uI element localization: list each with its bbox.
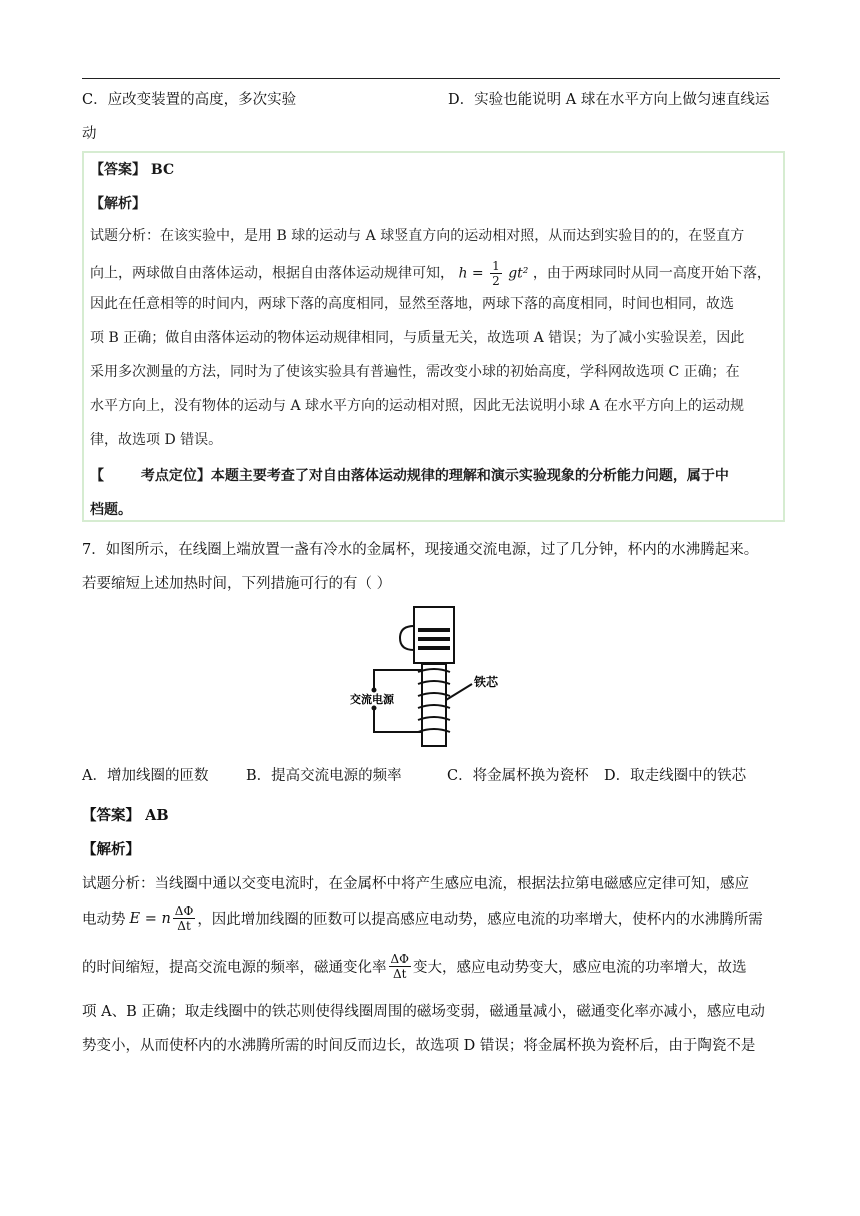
q7-option-a: A．增加线圈的匝数 xyxy=(82,768,209,784)
analysis-line-4: 项 B 正确；做自由落体运动的物体运动规律相同，与质量无关，故选项 A 错误；为了减小实验误差，因此 xyxy=(90,330,745,346)
kaodian-line xyxy=(90,465,729,485)
q7-analysis-line-3 xyxy=(82,952,747,981)
formula-lhs: h = xyxy=(458,265,484,282)
analysis-line-2 xyxy=(90,259,771,288)
analysis-label: 【解析】 xyxy=(90,196,146,212)
q7-analysis-line-4: 项 A、B 正确；取走线圈中的铁芯则使得线圈周围的磁场变弱，磁通量减小，磁通变化率亦减小，感应电动 xyxy=(82,1004,765,1020)
formula-rhs: gt² xyxy=(508,265,529,282)
analysis-line-7: 律，故选项 D 错误。 xyxy=(90,432,223,448)
q7-analysis-line-2-pre: 电动势 xyxy=(82,912,126,928)
answer-value: BC xyxy=(150,162,175,178)
metal-cup-icon xyxy=(414,607,454,663)
answer-label: 【答案】 xyxy=(90,162,146,178)
kaodian-text: 考点定位】本题主要考查了对自由落体运动规律的理解和演示实验现象的分析能力问题，属于中 xyxy=(140,468,729,484)
q7-analysis-line-2 xyxy=(82,904,763,933)
answer-explanation-box xyxy=(82,151,785,522)
q7-answer-line xyxy=(82,804,169,825)
analysis-line-2-tail: ，由于两球同时从同一高度开始下落， xyxy=(532,265,771,282)
header-rule xyxy=(82,78,780,79)
q7-analysis-line-2-post: ，因此增加线圈的匝数可以提高感应电动势，感应电流的功率增大，使杯内的水沸腾所需 xyxy=(197,912,763,928)
kaodian-bracket: 【 xyxy=(90,468,104,484)
q7-answer-label: 【答案】 xyxy=(82,807,140,824)
q7-analysis-line-3-post: 变大，感应电动势变大，感应电流的功率增大，故选 xyxy=(413,960,747,976)
q7-option-c: C．将金属杯换为瓷杯 xyxy=(447,768,589,784)
q7-answer-value: AB xyxy=(145,807,169,824)
prev-option-d-wrap: 动 xyxy=(82,126,97,142)
q7-stem-line-1: 7．如图所示，在线圈上端放置一盏有冷水的金属杯，现接通交流电源，过了几分钟，杯内的水沸腾起来。 xyxy=(82,542,759,558)
q7-option-d: D．取走线圈中的铁芯 xyxy=(604,768,747,784)
prev-option-d: D．实验也能说明 A 球在水平方向上做匀速直线运 xyxy=(448,92,770,108)
q7-formula-num: ΔΦ xyxy=(174,904,194,918)
q7-analysis-line-5: 势变小，从而使杯内的水沸腾所需的时间反而边长，故选项 D 错误；将金属杯换为瓷杯后，由于陶瓷不是 xyxy=(82,1038,756,1054)
q7-formula-lhs: E = n xyxy=(129,910,171,927)
kaodian-wrap: 档题。 xyxy=(90,502,132,518)
q7-formula-fraction xyxy=(173,904,196,933)
analysis-line-3: 因此在任意相等的时间内，两球下落的高度相同，显然至落地，两球下落的高度相同，时间也相同，故选 xyxy=(90,296,734,312)
q7-rate-fraction xyxy=(389,952,412,981)
q7-formula-den: Δt xyxy=(177,919,191,933)
label-ac-source: 交流电源 xyxy=(350,693,394,706)
induction-heating-figure xyxy=(340,604,510,749)
q7-stem-line-2: 若要缩短上述加热时间，下列措施可行的有（ ） xyxy=(82,576,392,592)
formula-num: 1 xyxy=(492,259,500,273)
q7-rate-num: ΔΦ xyxy=(390,952,410,966)
q7-rate-den: Δt xyxy=(393,967,407,981)
q7-option-b: B．提高交流电源的频率 xyxy=(246,768,402,784)
q7-analysis-line-3-pre: 的时间缩短，提高交流电源的频率，磁通变化率 xyxy=(82,960,387,976)
q7-analysis-label: 【解析】 xyxy=(82,841,140,858)
analysis-line-5: 采用多次测量的方法，同时为了使该实验具有普遍性，需改变小球的初始高度，学科网故选项 C 正确；在 xyxy=(90,364,740,380)
formula-fraction xyxy=(490,259,502,288)
label-iron-core: 铁芯 xyxy=(474,675,499,689)
answer-line xyxy=(90,159,174,179)
analysis-line-1: 试题分析：在该实验中，是用 B 球的运动与 A 球竖直方向的运动相对照，从而达到实验目的的，在竖直方 xyxy=(90,228,745,244)
q7-analysis-line-1: 试题分析：当线圈中通以交变电流时，在金属杯中将产生感应电流，根据法拉第电磁感应定律可知，感应 xyxy=(82,876,749,892)
analysis-line-6: 水平方向上，没有物体的运动与 A 球水平方向的运动相对照，因此无法说明小球 A 在水平方向上的运动规 xyxy=(90,398,745,414)
prev-option-c: C．应改变装置的高度，多次实验 xyxy=(82,92,297,108)
formula-den: 2 xyxy=(492,274,500,288)
analysis-line-2-text: 向上，两球做自由落体运动，根据自由落体运动规律可知， xyxy=(90,265,454,282)
